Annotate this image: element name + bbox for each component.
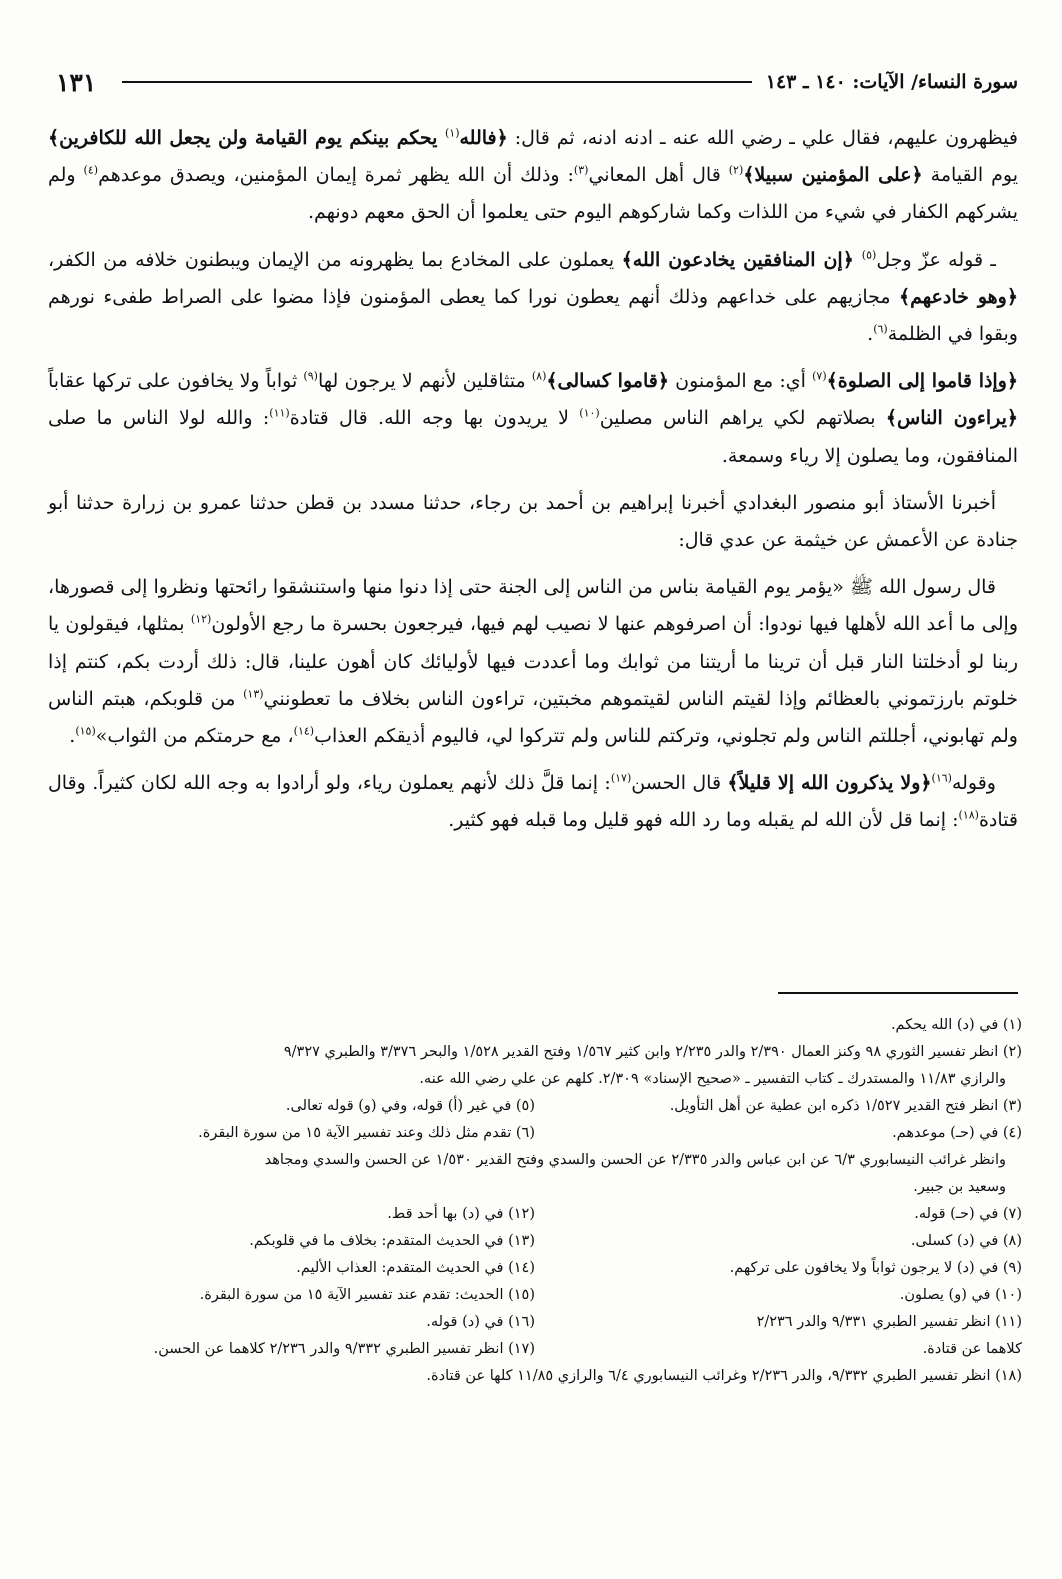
quran-quote: ﴿قاموا كسالى﴾ [546, 370, 669, 393]
text-run: متثاقلين لأنهم لا يرجون لها [317, 370, 532, 393]
text-run: وقوله [951, 772, 996, 795]
paragraph-3 [48, 363, 1018, 475]
footnote-row [48, 1282, 1022, 1309]
quran-quote: ﴿وإذا قاموا إلى الصلوة﴾ [826, 370, 1019, 393]
footnote-1: (١) في (د) الله يحكم. [890, 1017, 1022, 1033]
footnote-row [48, 1201, 1022, 1228]
footnote-16: (١٦) في (د) قوله. [426, 1314, 535, 1330]
footnote-ref[interactable]: (٧) [812, 369, 827, 383]
footnote-9: (٩) في (د) لا يرجون ثواباً ولا يخافون على تركهم. [729, 1260, 1022, 1276]
paragraph-2 [48, 242, 1018, 354]
quran-quote: ﴿ولا يذكرون الله إلا قليلاً﴾ [727, 772, 932, 795]
text-run: : والله لولا الناس ما صلى المنافقون، وما يصلون إلا رياء وسمعة. [48, 407, 1018, 467]
footnote-row [48, 1093, 1022, 1120]
text-run: : إنما قلَّ ذلك لأنهم يعملون رياء، ولو أرادوا به وجه الله لكان كثيراً. وقال قتادة [48, 772, 1018, 832]
footnote-ref[interactable]: (١٨) [958, 809, 979, 823]
text-run: قال الحسن [631, 772, 728, 795]
footnote-row [48, 1309, 1022, 1336]
footnote-ref[interactable]: (٤) [83, 163, 99, 177]
footnote-ref[interactable]: (٨) [531, 369, 547, 383]
text-run: بصلاتهم لكي يراهم الناس مصلين [599, 407, 886, 430]
footnote-11: (١١) انظر تفسير الطبري ٩/٣٣١ والدر ٢/٢٣٦ [756, 1314, 1022, 1330]
footnote-11-continued: كلاهما عن قتادة. [922, 1341, 1022, 1357]
text-run: من قلوبكم، هبتم الناس ولم تهابوني، أجللتم الناس ولم تجلوني، وتركتم للناس ولم تتركوا لي، فاليوم أذيقكم العذاب [48, 687, 1018, 748]
text-run: . [69, 725, 76, 748]
main-text [48, 120, 1018, 850]
footnote-ref[interactable]: (١٧) [610, 771, 632, 785]
text-run: بمثلها، فيقولون يا ربنا لو أدخلتنا النار قبل أن ترينا ما أريتنا من ثوابك وما أعددت فيها لأوليائك كان أهون علينا، قال: ذلك أردت بكم، كنتم إذا خلوتم بارزتموني بالعظائم وإذا لقيتم الناس لقيتموهم مخبتين، تراءون الناس بخلاف ما تعطونني [48, 613, 1018, 710]
text-run: قال رسول الله ﷺ «يؤمر يوم القيامة بناس من الناس إلى الجنة حتى إذا دنوا منها واستنشقوا رائحتها ونظروا إلى قصورها، وإلى ما أعد الله لأهلها فيها نودوا: أن اصرفوهم عنها لا نصيب لهم فيها، فيرجعون بحسرة ما رجع الأولون [48, 576, 1018, 636]
running-title: سورة النساء/ الآيات: ١٤٠ ـ ١٤٣ [765, 71, 1018, 93]
text-run: ـ قوله عزّ وجل [876, 248, 996, 271]
footnote-ref[interactable]: (٦) [873, 322, 888, 336]
quran-quote: ﴿فالله [459, 127, 508, 149]
footnote-ref[interactable]: (١١) [269, 407, 290, 421]
quran-quote: ﴿وهو خادعهم﴾ [898, 285, 1018, 308]
footnote-10: (١٠) في (و) يصلون. [899, 1287, 1022, 1303]
text-run: لا يريدون بها وجه الله. قال قتادة [289, 407, 580, 430]
footnote-ref[interactable]: (٢) [728, 163, 744, 177]
text-run: أخبرنا الأستاذ أبو منصور البغدادي أخبرنا إبراهيم بن أحمد بن رجاء، حدثنا مسدد بن قطن حدثنا عمرو بن زرارة حدثنا أبو جنادة عن الأعمش عن خيثمة عن عدي قال: [48, 491, 1018, 552]
footnote-ref[interactable]: (١٥) [75, 724, 96, 738]
text-run: . [867, 323, 874, 346]
footnote-ref[interactable]: (١٠) [579, 407, 600, 421]
footnotes [48, 1012, 1022, 1390]
text-run: ثواباً ولا يخافون على تركها عقاباً [48, 370, 304, 393]
text-run: يوم القيامة [922, 164, 1018, 187]
footnote-ref[interactable]: (١٣) [243, 687, 264, 701]
footnote-8: (٨) في (د) كسلى. [910, 1233, 1022, 1249]
paragraph-5-hadith [48, 569, 1018, 755]
footnote-ref[interactable]: (١٤) [293, 724, 315, 738]
footnote-ref[interactable]: (١) [444, 126, 460, 140]
footnote-ref[interactable]: (٥) [861, 248, 877, 262]
text-run: : إنما قل لأن الله لم يقبله وما رد الله فهو قليل وما قبله فهو كثير. [448, 809, 959, 832]
footnote-separator [778, 992, 1018, 994]
page-number: ١٣١ [56, 67, 97, 97]
quran-quote: يحكم بينكم يوم القيامة ولن يجعل الله للكافرين﴾ [48, 127, 445, 149]
footnote-row [48, 1228, 1022, 1255]
text-run: مجازيهم على خداعهم وذلك أنهم يعطون نورا كما يعطى المؤمنون فإذا مضوا على الصراط طفىء نورهم وبقوا في الظلمة [48, 285, 1018, 346]
paragraph-4-isnad [48, 485, 1018, 559]
footnote-ref[interactable]: (٩) [303, 369, 318, 383]
footnote-4: (٤) في (حـ) موعدهم. [892, 1125, 1022, 1141]
footnote-15: (١٥) الحديث: تقدم عند تفسير الآية ١٥ من سورة البقرة. [199, 1287, 535, 1303]
quran-quote: ﴿يراءون الناس﴾ [885, 407, 1018, 430]
paragraph-1 [48, 120, 1018, 232]
footnote-row [48, 1255, 1022, 1282]
text-run: أي: مع المؤمنون [668, 370, 813, 393]
footnote-14: (١٤) في الحديث المتقدم: العذاب الأليم. [296, 1260, 535, 1276]
text-run: فيظهرون عليهم، فقال علي ـ رضي الله عنه ـ ادنه ادنه، ثم قال: [507, 127, 1018, 149]
footnote-6-continued: وانظر غرائب النيسابوري ٦/٣ عن ابن عباس والدر ٢/٣٣٥ عن الحسن والسدي وفتح القدير ١/٥٣٠ عن الحسن والسدي ومجاهد [264, 1152, 1006, 1168]
footnote-ref[interactable]: (٣) [573, 163, 589, 177]
footnote-ref[interactable]: (١٦) [931, 771, 952, 785]
quran-quote: ﴿إن المنافقين يخادعون الله﴾ [621, 248, 862, 271]
text-run: قال أهل المعاني [588, 164, 729, 187]
text-run: ولم يشركهم الكفار في شيء من اللذات وكما شاركوهم اليوم حتى يعلموا أن الحق معهم دونهم. [48, 164, 1018, 224]
text-run: يعملون على المخادع بما يظهرونه من الإيمان ويبطنون خلافه من الكفر، [48, 248, 622, 271]
footnote-6-continued-2: وسعيد بن جبير. [913, 1179, 1006, 1195]
text-run: : وذلك أن الله يظهر ثمرة إيمان المؤمنين، ويصدق موعدهم [98, 164, 574, 187]
footnote-ref[interactable]: (١٢) [190, 613, 212, 627]
footnote-7: (٧) في (حـ) قوله. [914, 1206, 1022, 1222]
footnote-2: (٢) انظر تفسير الثوري ٩٨ وكنز العمال ٢/٣٩٠ والدر ٢/٢٣٥ وابن كثير ١/٥٦٧ وفتح القدير ١/٥٢٨ والبحر ٣/٣٧٦ والطبري ٩/٣٢٧ [283, 1044, 1022, 1060]
footnote-2-continued: والرازي ١١/٨٣ والمستدرك ـ كتاب التفسير ـ «صحيح الإسناد» ٢/٣٠٩. كلهم عن علي رضي الله عنه. [419, 1071, 1006, 1087]
footnote-6: (٦) تقدم مثل ذلك وعند تفسير الآية ١٥ من سورة البقرة. [198, 1125, 535, 1141]
footnote-row [48, 1336, 1022, 1363]
header-rule [122, 81, 751, 83]
footnote-18: (١٨) انظر تفسير الطبري ٩/٣٣٢، والدر ٢/٢٣٦ وغرائب النيسابوري ٦/٤ والرازي ١١/٨٥ كلها عن قتادة. [426, 1368, 1022, 1384]
footnote-12: (١٢) في (د) بها أحد قط. [387, 1206, 535, 1222]
footnote-3: (٣) انظر فتح القدير ١/٥٢٧ ذكره ابن عطية عن أهل التأويل. [669, 1098, 1022, 1114]
paragraph-6 [48, 765, 1018, 839]
footnote-17: (١٧) انظر تفسير الطبري ٩/٣٣٢ والدر ٢/٢٣٦ كلاهما عن الحسن. [153, 1341, 535, 1357]
footnote-5: (٥) في غير (أ) قوله، وفي (و) قوله تعالى. [285, 1098, 535, 1114]
footnote-row [48, 1120, 1022, 1147]
quran-quote: ﴿على المؤمنين سبيلا﴾ [743, 164, 923, 187]
footnote-13: (١٣) في الحديث المتقدم: بخلاف ما في قلوبكم. [249, 1233, 535, 1249]
text-run: ، مع حرمتكم من الثواب» [95, 725, 294, 748]
page-header [56, 62, 1018, 102]
